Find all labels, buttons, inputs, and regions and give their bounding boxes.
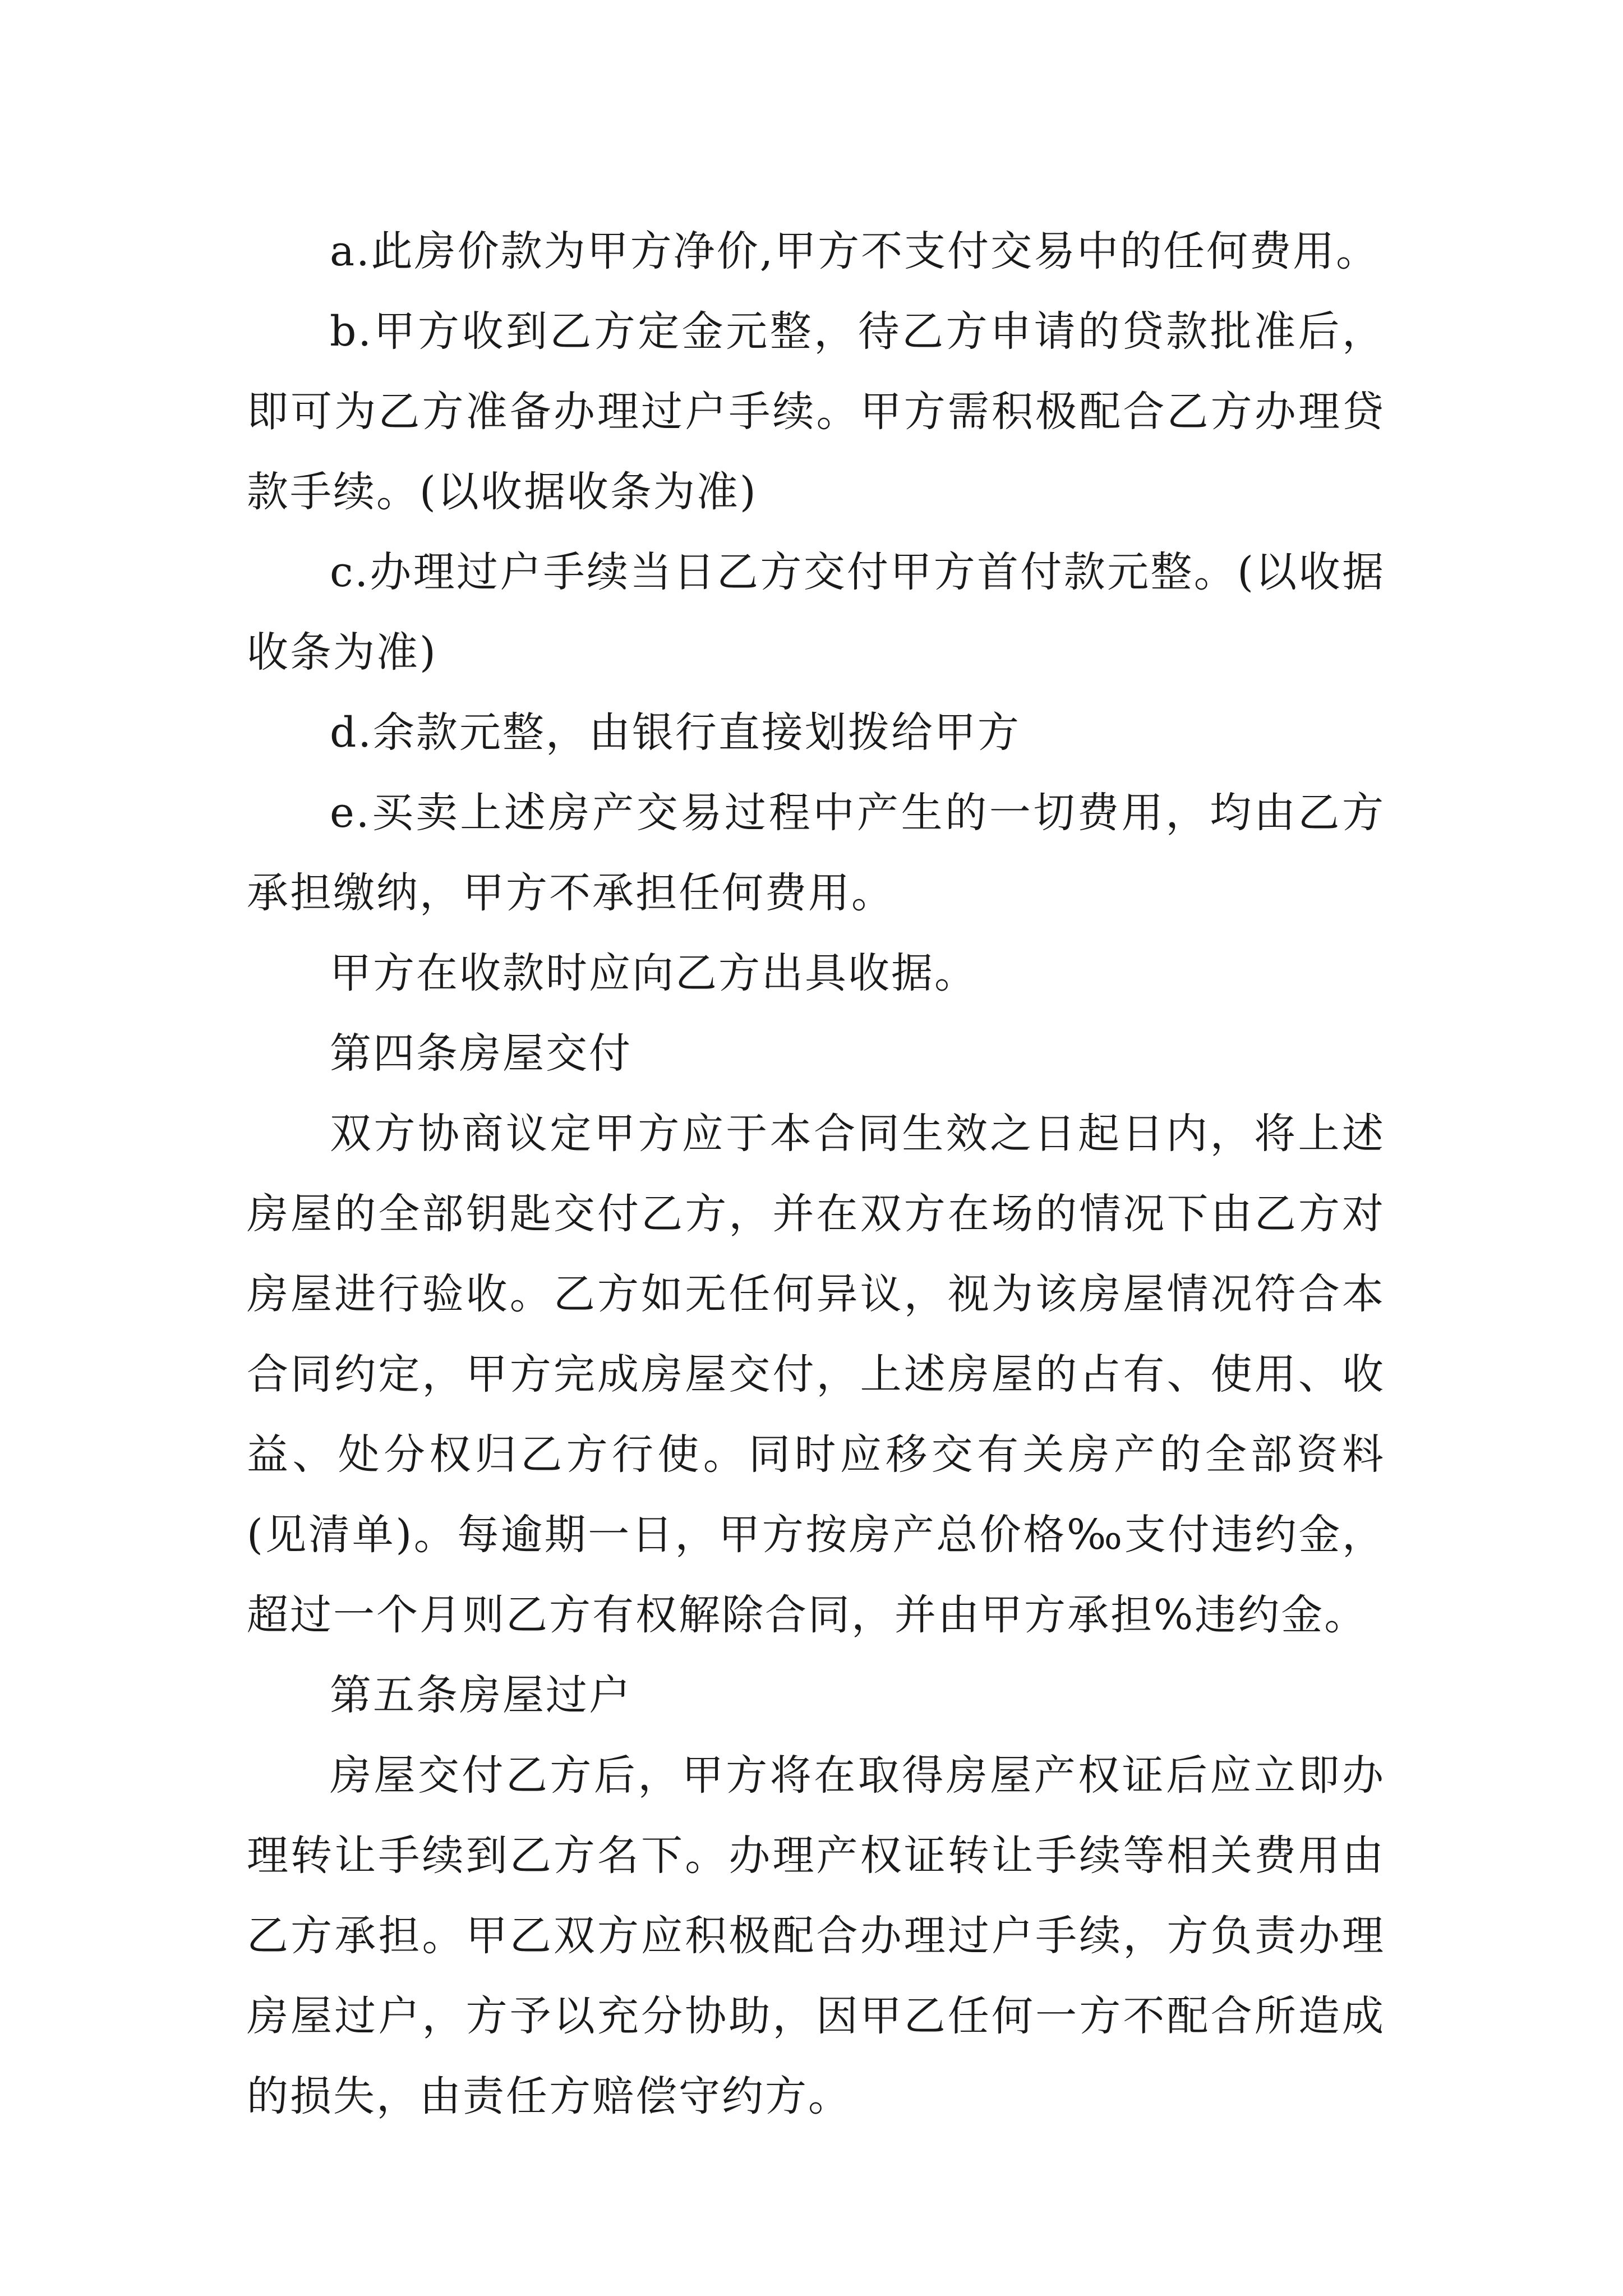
article-4-body: 双方协商议定甲方应于本合同生效之日起日内，将上述房屋的全部钥匙交付乙方，并在双方在场的情况下由乙方对房屋进行验收。乙方如无任何异议，视为该房屋情况符合本合同约定，甲方完成房屋交付，上述房屋的占有、使用、收益、处分权归乙方行使。同时应移交有关房产的全部资料(见清单)。每逾期一日，甲方按房产总价格‰支付违约金，超过一个月则乙方有权解除合同，并由甲方承担%违约金。	[247, 1110, 1385, 1639]
document-body	[247, 211, 1385, 2137]
clause-e-paragraph: e.买卖上述房产交易过程中产生的一切费用，均由乙方承担缴纳，甲方不承担任何费用。	[247, 789, 1385, 917]
clause-d-paragraph: d.余款元整，由银行直接划拨给甲方	[330, 708, 1021, 757]
article-5-heading: 第五条房屋过户	[330, 1671, 632, 1719]
article-4-heading: 第四条房屋交付	[330, 1029, 632, 1078]
clause-a-paragraph: a.此房价款为甲方净价,甲方不支付交易中的任何费用。	[330, 227, 1380, 275]
article-5-body: 房屋交付乙方后，甲方将在取得房屋产权证后应立即办理转让手续到乙方名下。办理产权证转让手续等相关费用由乙方承担。甲乙双方应积极配合办理过户手续，方负责办理房屋过户，方予以充分协助，因甲乙任何一方不配合所造成的损失，由责任方赔偿守约方。	[247, 1751, 1385, 2120]
clause-c-paragraph: c.办理过户手续当日乙方交付甲方首付款元整。(以收据收条为准)	[247, 548, 1385, 677]
receipt-paragraph: 甲方在收款时应向乙方出具收据。	[330, 949, 978, 997]
clause-b-paragraph: b.甲方收到乙方定金元整，待乙方申请的贷款批准后，即可为乙方准备办理过户手续。甲方需积极配合乙方办理贷款手续。(以收据收条为准)	[247, 307, 1385, 516]
